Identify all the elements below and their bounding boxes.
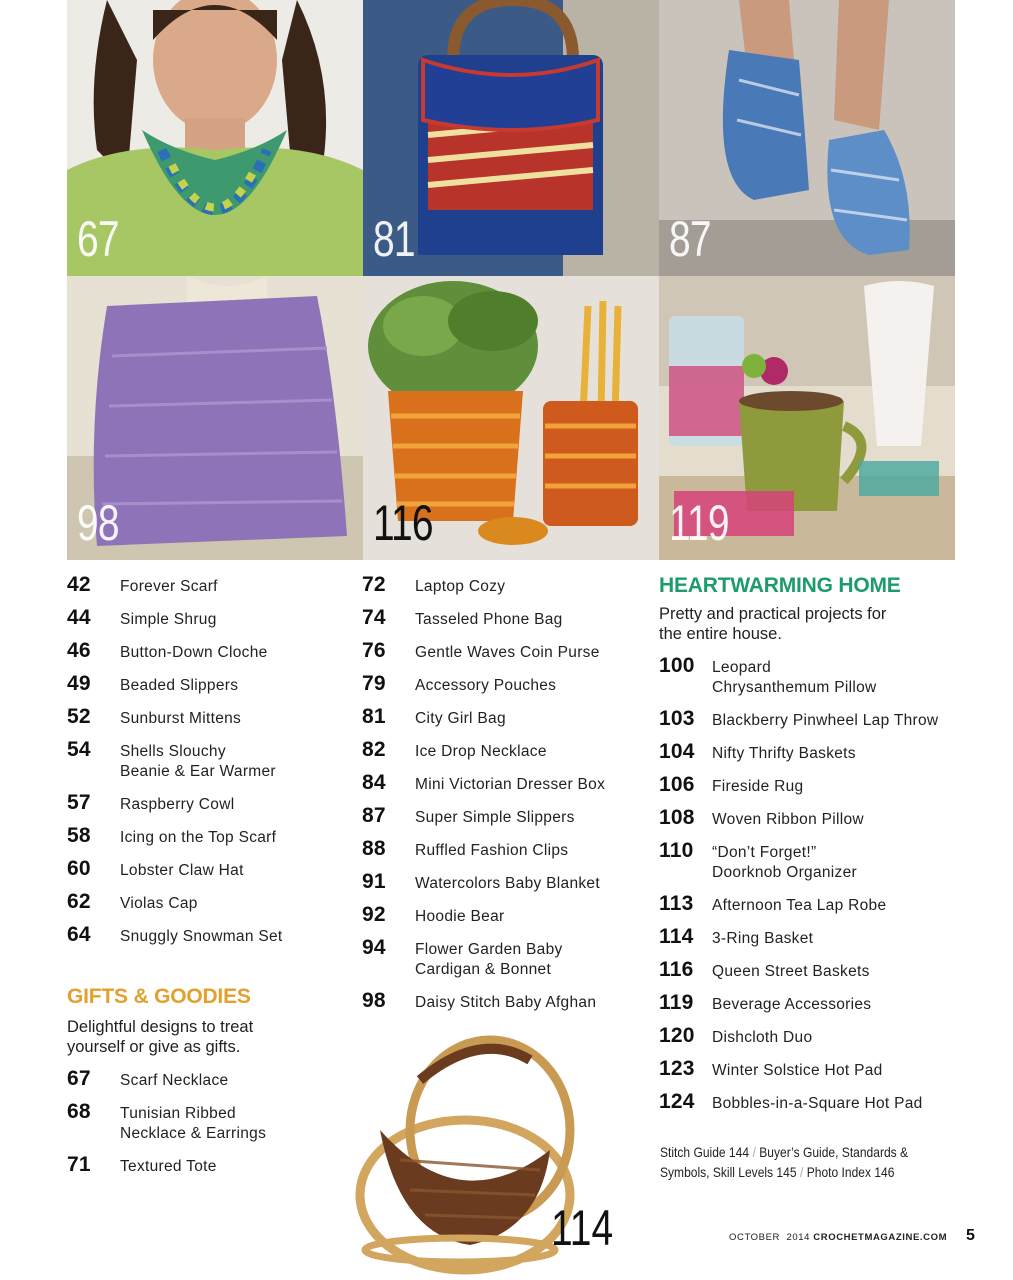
list-item[interactable] (362, 989, 657, 1013)
pattern-title: Super Simple Slippers (415, 809, 575, 826)
list-item[interactable] (67, 738, 357, 782)
page-number: 81 (362, 705, 386, 728)
folio (729, 1232, 947, 1243)
section-description (659, 604, 959, 644)
photo-index-link[interactable]: Photo Index 146 (806, 1164, 895, 1180)
pattern-title: Ice Drop Necklace (415, 743, 547, 760)
page-number: 71 (67, 1153, 91, 1176)
list-item[interactable] (67, 890, 357, 914)
pattern-title: Lobster Claw Hat (120, 862, 244, 879)
pattern-title: Blackberry Pinwheel Lap Throw (712, 712, 939, 729)
section-title: GIFTS & GOODIES (67, 985, 251, 1008)
pattern-title: Tasseled Phone Bag (415, 611, 563, 628)
pattern-title: Beverage Accessories (712, 996, 872, 1013)
pattern-title-line-2: Beanie & Ear Warmer (120, 763, 276, 780)
pattern-title: Dishcloth Duo (712, 1029, 813, 1046)
list-item[interactable] (659, 1057, 959, 1081)
section-description-line: Delightful designs to treat (67, 1018, 254, 1036)
list-item[interactable] (362, 936, 657, 980)
page-number: 46 (67, 639, 91, 662)
page-number: 110 (659, 839, 694, 862)
list-item[interactable] (67, 705, 357, 729)
website-link[interactable]: CROCHETMAGAZINE.COM (813, 1232, 948, 1243)
pattern-title: Shells Slouchy (120, 743, 226, 760)
list-item[interactable] (659, 892, 959, 916)
page-number: 100 (659, 654, 695, 677)
list-item[interactable] (362, 606, 657, 630)
page-number: 114 (659, 925, 694, 948)
page-number: 124 (659, 1090, 695, 1113)
photo-beverage-accessories (659, 276, 955, 560)
page-number: 76 (362, 639, 386, 662)
list-item[interactable] (67, 923, 357, 947)
pattern-title: Gentle Waves Coin Purse (415, 644, 600, 661)
page-number: 123 (659, 1057, 695, 1080)
list-item[interactable] (659, 707, 959, 731)
pattern-title: Icing on the Top Scarf (120, 829, 277, 846)
pattern-title: Bobbles-in-a-Square Hot Pad (712, 1095, 923, 1112)
list-item[interactable] (67, 1153, 357, 1177)
pattern-title-line-2: Cardigan & Bonnet (415, 961, 552, 978)
list-item[interactable] (362, 573, 657, 597)
list-item[interactable] (362, 639, 657, 663)
page-number: 62 (67, 890, 91, 913)
pattern-list-column-2 (362, 573, 657, 1026)
section-description-line: yourself or give as gifts. (67, 1038, 241, 1056)
pattern-title: Scarf Necklace (120, 1072, 229, 1089)
list-item[interactable] (67, 1100, 357, 1144)
page-number: 49 (67, 672, 91, 695)
pattern-list-column-1 (67, 573, 357, 960)
page-number: 120 (659, 1024, 695, 1047)
pattern-title: Sunburst Mittens (120, 710, 242, 727)
page-number: 74 (362, 606, 386, 629)
list-item[interactable] (362, 870, 657, 894)
list-item[interactable] (67, 791, 357, 815)
page-number: 84 (362, 771, 386, 794)
pattern-title: Fireside Rug (712, 778, 804, 795)
page-number: 58 (67, 824, 91, 847)
page-number: 82 (362, 738, 386, 761)
pattern-title: Violas Cap (120, 895, 198, 912)
pattern-title: Forever Scarf (120, 578, 218, 595)
pattern-title-line-2: Chrysanthemum Pillow (712, 679, 877, 696)
page-number: 79 (362, 672, 386, 695)
page-number: 60 (67, 857, 91, 880)
list-item[interactable] (67, 857, 357, 881)
page-number: 88 (362, 837, 386, 860)
photo-baby-afghan (67, 276, 363, 560)
page-number: 57 (67, 791, 91, 814)
page-number: 52 (67, 705, 91, 728)
page-number: 108 (659, 806, 695, 829)
list-item[interactable] (659, 1090, 959, 1114)
list-item[interactable] (67, 824, 357, 848)
list-item[interactable] (362, 804, 657, 828)
page-number: 44 (67, 606, 91, 629)
list-item[interactable] (659, 1024, 959, 1048)
list-item[interactable] (659, 958, 959, 982)
pattern-title: Textured Tote (120, 1158, 217, 1175)
list-item[interactable] (362, 672, 657, 696)
pattern-title: Raspberry Cowl (120, 796, 235, 813)
pattern-title: Tunisian Ribbed (120, 1105, 236, 1122)
page-number: 67 (67, 1067, 91, 1090)
pattern-title: 3-Ring Basket (712, 930, 814, 947)
section-title: HEARTWARMING HOME (659, 574, 901, 597)
page-number: 106 (659, 773, 695, 796)
list-item[interactable] (67, 573, 357, 597)
page-number: 91 (362, 870, 386, 893)
page-number: 103 (659, 707, 695, 730)
page-number: 92 (362, 903, 386, 926)
list-item[interactable] (659, 991, 959, 1015)
list-item[interactable] (67, 672, 357, 696)
list-item[interactable] (362, 771, 657, 795)
stitch-guide-link[interactable]: Stitch Guide 144 (660, 1144, 750, 1160)
pattern-title: Hoodie Bear (415, 908, 505, 925)
section-heartwarming-home (659, 574, 959, 1127)
separator: / (799, 1164, 804, 1180)
pattern-title: Queen Street Baskets (712, 963, 870, 980)
pattern-title: Winter Solstice Hot Pad (712, 1062, 883, 1079)
photo-queen-street-baskets (363, 276, 659, 560)
pattern-title: Snuggly Snowman Set (120, 928, 283, 945)
page-number: 54 (67, 738, 91, 761)
list-item[interactable] (67, 1067, 357, 1091)
list-item[interactable] (659, 740, 959, 764)
page-number: 72 (362, 573, 386, 596)
pattern-title: Flower Garden Baby (415, 941, 563, 958)
pattern-title: Laptop Cozy (415, 578, 506, 595)
page-number: 98 (362, 989, 386, 1012)
pattern-title: Nifty Thrifty Baskets (712, 745, 856, 762)
list-item[interactable] (659, 839, 959, 883)
pattern-title-line-2: Necklace & Earrings (120, 1125, 267, 1142)
separator: / (752, 1144, 756, 1160)
pattern-title: Daisy Stitch Baby Afghan (415, 994, 597, 1011)
buyers-guide-link[interactable]: Buyer’s Guide, Standards & (759, 1144, 909, 1160)
pattern-title: Mini Victorian Dresser Box (415, 776, 606, 793)
photo-page-number: 119 (669, 495, 729, 551)
pattern-title: Beaded Slippers (120, 677, 239, 694)
pattern-title: Ruffled Fashion Clips (415, 842, 569, 859)
page-number: 68 (67, 1100, 91, 1123)
list-item[interactable] (659, 925, 959, 949)
photo-page-number: 87 (669, 211, 711, 267)
list-item[interactable] (659, 654, 959, 698)
list-item[interactable] (67, 606, 357, 630)
list-item[interactable] (362, 837, 657, 861)
photo-city-girl-bag (363, 0, 659, 276)
list-item[interactable] (362, 738, 657, 762)
pattern-title: Button-Down Cloche (120, 644, 268, 661)
page-number: 42 (67, 573, 91, 596)
list-item[interactable] (67, 639, 357, 663)
pattern-title-line-2: Doorknob Organizer (712, 864, 857, 881)
page-number: 104 (659, 740, 695, 763)
pattern-title: Watercolors Baby Blanket (415, 875, 600, 892)
pattern-title: “Don’t Forget!” (712, 844, 817, 861)
pattern-title: Simple Shrug (120, 611, 217, 628)
skill-levels-link[interactable]: Symbols, Skill Levels 145 (660, 1164, 797, 1180)
photo-scarf-necklace (67, 0, 363, 276)
page-number: 64 (67, 923, 91, 946)
back-matter-index (660, 1142, 918, 1182)
photo-page-number: 98 (77, 495, 119, 551)
list-item[interactable] (659, 773, 959, 797)
pattern-title: Afternoon Tea Lap Robe (712, 897, 887, 914)
pattern-title: City Girl Bag (415, 710, 506, 727)
photo-page-number: 67 (77, 211, 119, 267)
section-gifts-goodies (67, 985, 357, 1190)
issue-date: OCTOBER 2014 (729, 1232, 811, 1243)
pattern-title: Woven Ribbon Pillow (712, 811, 864, 828)
page-number: 94 (362, 936, 386, 959)
page-number: 119 (659, 991, 694, 1014)
list-item[interactable] (362, 903, 657, 927)
page-number: 113 (659, 892, 694, 915)
photo-page-number: 116 (373, 495, 433, 551)
section-description (67, 1017, 357, 1057)
pattern-title: Leopard (712, 659, 771, 676)
photo-simple-slippers (659, 0, 955, 276)
section-description-line: Pretty and practical projects for (659, 605, 887, 623)
page-number-folio: 5 (966, 1227, 975, 1244)
list-item[interactable] (659, 806, 959, 830)
photo-page-number: 114 (551, 1200, 614, 1256)
photo-page-number: 81 (373, 211, 415, 267)
page-number: 116 (659, 958, 694, 981)
page-number: 87 (362, 804, 386, 827)
list-item[interactable] (362, 705, 657, 729)
pattern-title: Accessory Pouches (415, 677, 557, 694)
section-description-line: the entire house. (659, 625, 782, 643)
